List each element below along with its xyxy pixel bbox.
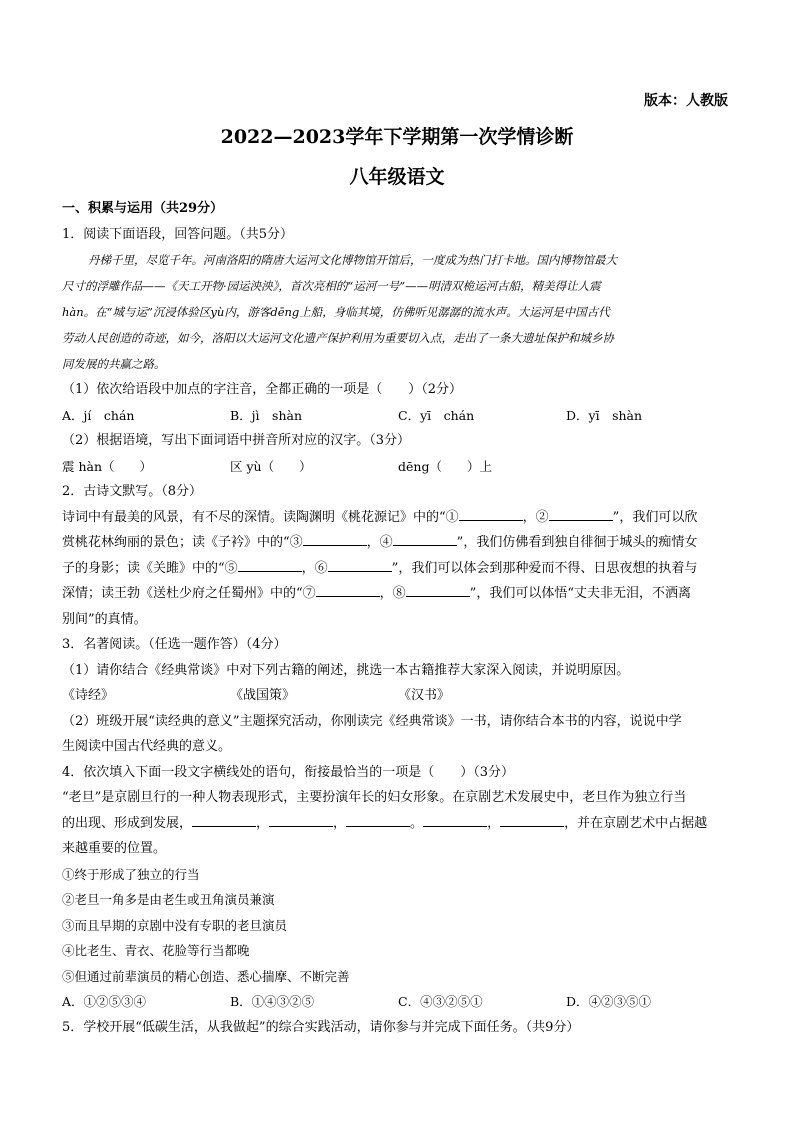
q4-text: ， (487, 815, 501, 831)
section-heading: 一、积累与运用（共29分） (62, 201, 224, 216)
fill-blank-1: 震 hàn（ ） (62, 458, 153, 474)
answer-blank[interactable] (303, 531, 367, 546)
answer-blank[interactable] (549, 506, 613, 521)
option-c: C．④③②⑤① (398, 994, 483, 1009)
answer-blank[interactable] (500, 812, 564, 827)
book-title: 《汉书》 (398, 688, 451, 703)
q2-last-line: 别间”的真情。 (62, 611, 147, 627)
q2-text: ，⑥ (301, 560, 328, 576)
answer-blank[interactable] (346, 812, 410, 827)
q4-paragraph: “老旦”是京剧旦行的一种人物表现形式，主要扮演年长的妇女形象。在京剧艺术发展史中，老旦作为独立行当 (62, 790, 687, 805)
q1-passage-line: hàn。在“城与运”沉浸体验区yù内，游客dēng上船，身临其境，仿佛听见潺潺的流水声。大运河是中国古代 (62, 305, 610, 319)
option-b: B．jì shàn (230, 407, 303, 423)
answer-blank[interactable] (238, 557, 302, 572)
q3-stem: 3．名著阅读。（任选一题作答）（4分） (62, 637, 287, 652)
q1-sub2: （2）根据语境，写出下面词语中拼音所对应的汉字。（3分） (62, 433, 411, 448)
book-title: 《诗经》 (62, 688, 115, 703)
q2-line (62, 505, 738, 531)
q4-item: ④比老生、青衣、花脸等行当都晚 (62, 943, 250, 958)
book-title: 《战国策》 (230, 688, 296, 703)
q4-stem: 4．依次填入下面一段文字横线处的语句，衔接最恰当的一项是（ ）（3分） (62, 764, 515, 780)
q2-text: 深情；读王勃《送杜少府之任蜀州》中的“⑦ (62, 586, 316, 601)
q1-options (62, 403, 738, 429)
q4-item: ②老旦一角多是由老生或丑角演员兼演 (62, 892, 275, 907)
option-a: A．jí chán (62, 407, 135, 423)
q3-sub2-cont: 生阅读中国古代经典的意义。 (62, 739, 232, 754)
exam-title: 2022—2023学年下学期第一次学情诊断 (220, 126, 574, 148)
answer-blank[interactable] (316, 582, 380, 597)
q2-stem: 2．古诗文默写。（8分） (62, 484, 203, 499)
answer-blank[interactable] (459, 506, 523, 521)
q2-text: ”，我们可以体会到那种爱而不得、日思夜想的执着与 (391, 560, 698, 576)
answer-blank[interactable] (328, 557, 392, 572)
q4-options (62, 989, 738, 1015)
q2-text: 诗词中有最美的风景，有不尽的深情。读陶渊明《桃花源记》中的“① (62, 509, 459, 525)
q2-text: ”，我们可以体悟“丈夫非无泪，不洒离 (469, 586, 691, 601)
fill-blank-3: dēng（ ）上 (398, 458, 492, 474)
q1-passage-line: 丹梯千里，尽览千年。河南洛阳的隋唐大运河文化博物馆开馆后，一度成为热门打卡地。国内博物馆最大 (88, 253, 617, 267)
q2-text: ”，我们可以欣 (612, 509, 698, 525)
q1-stem: 1．阅读下面语段，回答问题。（共5分） (62, 226, 294, 242)
option-c: C．yī chán (398, 407, 475, 423)
q4-text: ， (333, 815, 347, 831)
q4-text: 。 (410, 815, 424, 831)
q2-text: ”，我们仿佛看到独自徘徊于城头的痴情女 (456, 535, 698, 550)
fill-blank-2: 区 yù（ ） (230, 458, 312, 474)
q4-paragraph-end: 来越重要的位置。 (62, 841, 167, 856)
q1-passage-line: 劳动人民创造的奇迹，如今，洛阳以大运河文化遗产保护利用为重要切入点，走出了一条大遗址保护和城乡协 (62, 331, 614, 345)
q4-item: ③而且早期的京剧中没有专职的老旦演员 (62, 917, 288, 933)
q2-text: 子的身影；读《关雎》中的“⑤ (62, 560, 238, 576)
q4-text: ， (256, 815, 270, 831)
q5-stem: 5．学校开展“低碳生活，从我做起”的综合实践活动，请你参与并完成下面任务。（共9分） (62, 1019, 580, 1035)
q2-line (62, 530, 738, 556)
option-d: D．④②③⑤① (566, 994, 652, 1009)
q4-item: ①终于形成了独立的行当 (62, 866, 200, 882)
answer-blank[interactable] (423, 812, 487, 827)
q4-text: 的出现、形成到发展， (62, 815, 193, 831)
q2-text: ，⑧ (379, 586, 406, 601)
q2-line (62, 556, 738, 582)
option-a: A．①②⑤③④ (62, 994, 147, 1009)
q3-sub1: （1）请你结合《经典常谈》中对下列古籍的阐述，挑选一本古籍推荐大家深入阅读，并说明原因。 (62, 662, 630, 678)
option-b: B．①④③②⑤ (230, 994, 315, 1009)
q2-text: 赏桃花林绚丽的景色；读《子衿》中的“③ (62, 535, 303, 550)
q1-fill-blanks (62, 454, 738, 480)
q3-sub2: （2）班级开展“读经典的意义”主题探究活动，你刚读完《经典常谈》一书，请你结合本书的内容，说说中学 (62, 713, 682, 729)
q4-text: ，并在京剧艺术中占据越 (564, 815, 708, 831)
q3-book-list (62, 683, 738, 709)
q2-text: ，④ (366, 535, 393, 550)
exam-subtitle: 八年级语文 (349, 166, 445, 188)
q4-paragraph-blanks (62, 811, 738, 837)
q1-passage-line: 同发展的共赢之路。 (62, 357, 166, 371)
answer-blank[interactable] (393, 531, 457, 546)
answer-blank[interactable] (192, 812, 256, 827)
edition-label: 版本：人教版 (644, 93, 728, 109)
q1-sub1: （1）依次给语段中加点的字注音，全都正确的一项是（ ）（2分） (62, 382, 463, 397)
q2-line (62, 581, 738, 607)
q1-passage-line: 尺寸的浮雕作品——《天工开物·园运泱泱》，首次亮相的“运河一号”——明清双桅运河古船，精美得让人震 (62, 279, 601, 293)
q2-text: ，② (522, 509, 549, 525)
q4-item: ⑤但通过前辈演员的精心创造、悉心揣摩、不断完善 (62, 968, 350, 984)
answer-blank[interactable] (269, 812, 333, 827)
exam-content (62, 196, 738, 1040)
answer-blank[interactable] (406, 582, 470, 597)
option-d: D．yī shàn (566, 407, 643, 423)
